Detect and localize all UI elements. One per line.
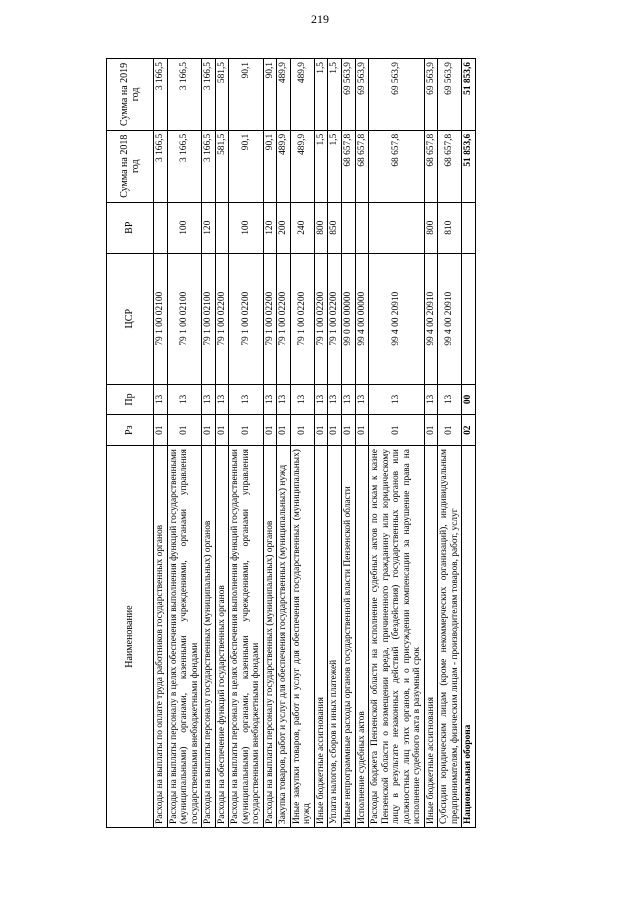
- table-row: [438, 59, 462, 828]
- cell-sum-2018: 1,5: [314, 130, 328, 202]
- cell-rz: 01: [229, 415, 264, 446]
- cell-rz: 01: [369, 415, 425, 446]
- cell-pr: 13: [314, 384, 328, 415]
- cell-rz: 01: [424, 415, 438, 446]
- cell-sum-2019: 1,5: [328, 59, 342, 131]
- cell-sum-2018: 3 166,5: [154, 130, 168, 202]
- cell-sum-2018: 68 657,8: [341, 130, 355, 202]
- cell-sum-2018: 90,1: [263, 130, 277, 202]
- cell-pr: 13: [438, 384, 462, 415]
- cell-vr: 100: [229, 202, 264, 253]
- table-header-row: [107, 59, 154, 828]
- cell-pr: 13: [263, 384, 277, 415]
- cell-pr: 13: [154, 384, 168, 415]
- cell-sum-2019: 3 166,5: [154, 59, 168, 131]
- page-number: 219: [311, 12, 329, 26]
- cell-vr: 850: [328, 202, 342, 253]
- cell-sum-2019: 489,9: [290, 59, 314, 131]
- cell-name: Расходы на выплаты персоналу государственных (муниципальных) органов: [202, 446, 216, 828]
- cell-vr: [154, 202, 168, 253]
- cell-sum-2019: 3 166,5: [202, 59, 216, 131]
- cell-sum-2018: 489,9: [277, 130, 291, 202]
- cell-sum-2018: 3 166,5: [167, 130, 202, 202]
- cell-name: Национальная оборона: [462, 446, 476, 828]
- cell-pr: 13: [341, 384, 355, 415]
- cell-sum-2019: 69 563,9: [341, 59, 355, 131]
- cell-csr: 79 1 00 02100: [202, 253, 216, 384]
- cell-csr: 99 4 00 20910: [369, 253, 425, 384]
- cell-pr: 13: [290, 384, 314, 415]
- cell-rz: 01: [328, 415, 342, 446]
- cell-vr: 120: [263, 202, 277, 253]
- table-row: [355, 59, 369, 828]
- cell-vr: [341, 202, 355, 253]
- rotated-table-area: [106, 58, 638, 828]
- cell-sum-2019: 581,5: [215, 59, 229, 131]
- cell-sum-2019: 90,1: [263, 59, 277, 131]
- cell-name: Иные непрограммные расходы органов государственной власти Пензенской области: [341, 446, 355, 828]
- budget-table: [106, 58, 476, 828]
- cell-sum-2018: 489,9: [290, 130, 314, 202]
- table-row: [277, 59, 291, 828]
- cell-csr: 79 1 00 02200: [277, 253, 291, 384]
- cell-name: Расходы на выплаты персоналу в целях обеспечения выполнения функций государственными (муниципальными) органами, казенными учреждениями, органами управления государственными внебюджетными фондами: [229, 446, 264, 828]
- cell-pr: 00: [462, 384, 476, 415]
- cell-pr: 13: [215, 384, 229, 415]
- cell-sum-2018: 51 853,6: [462, 130, 476, 202]
- cell-name: Расходы на выплаты персоналу в целях обеспечения выполнения функций государственными (муниципальными) органами, казенными учреждениями, органами управления государственными внебюджетными фондами: [167, 446, 202, 828]
- table-row: [314, 59, 328, 828]
- cell-vr: [355, 202, 369, 253]
- header-sum-2018: Сумма на 2018 год: [107, 130, 154, 202]
- cell-sum-2019: 90,1: [229, 59, 264, 131]
- table-row: [263, 59, 277, 828]
- cell-vr: 200: [277, 202, 291, 253]
- cell-sum-2018: 68 657,8: [355, 130, 369, 202]
- cell-sum-2019: 69 563,9: [438, 59, 462, 131]
- cell-sum-2019: 69 563,9: [424, 59, 438, 131]
- cell-pr: 13: [202, 384, 216, 415]
- cell-name: Расходы на выплаты по оплате труда работников государственных органов: [154, 446, 168, 828]
- cell-pr: 13: [229, 384, 264, 415]
- table-row: [462, 59, 476, 828]
- cell-rz: 01: [314, 415, 328, 446]
- cell-vr: 120: [202, 202, 216, 253]
- table-row: [154, 59, 168, 828]
- cell-sum-2018: 68 657,8: [438, 130, 462, 202]
- cell-name: Иные бюджетные ассигнования: [424, 446, 438, 828]
- cell-csr: 79 1 00 02200: [263, 253, 277, 384]
- cell-pr: 13: [355, 384, 369, 415]
- cell-rz: 01: [263, 415, 277, 446]
- cell-vr: 800: [314, 202, 328, 253]
- cell-name: Расходы на выплаты персоналу государственных (муниципальных) органов: [263, 446, 277, 828]
- table-row: [202, 59, 216, 828]
- cell-rz: 02: [462, 415, 476, 446]
- cell-sum-2019: 1,5: [314, 59, 328, 131]
- cell-rz: 01: [215, 415, 229, 446]
- header-name: Наименование: [107, 446, 154, 828]
- cell-name: Закупка товаров, работ и услуг для обеспечения государственных (муниципальных) нужд: [277, 446, 291, 828]
- cell-sum-2018: 68 657,8: [369, 130, 425, 202]
- cell-rz: 01: [277, 415, 291, 446]
- cell-rz: 01: [355, 415, 369, 446]
- cell-pr: 13: [369, 384, 425, 415]
- cell-name: Иные закупки товаров, работ и услуг для обеспечения государственных (муниципальных) нужд: [290, 446, 314, 828]
- cell-csr: 79 1 00 02200: [229, 253, 264, 384]
- cell-name: Иные бюджетные ассигнования: [314, 446, 328, 828]
- header-csr: ЦСР: [107, 253, 154, 384]
- cell-vr: 800: [424, 202, 438, 253]
- table-row: [369, 59, 425, 828]
- cell-csr: 99 0 00 00000: [341, 253, 355, 384]
- cell-rz: 01: [154, 415, 168, 446]
- table-row: [215, 59, 229, 828]
- table-row: [290, 59, 314, 828]
- cell-rz: 01: [167, 415, 202, 446]
- header-pr: Пр: [107, 384, 154, 415]
- cell-rz: 01: [290, 415, 314, 446]
- cell-rz: 01: [202, 415, 216, 446]
- cell-csr: 79 1 00 02200: [215, 253, 229, 384]
- cell-csr: 99 4 00 00000: [355, 253, 369, 384]
- table-row: [341, 59, 355, 828]
- cell-sum-2019: 69 563,9: [369, 59, 425, 131]
- cell-vr: [462, 202, 476, 253]
- cell-sum-2018: 1,5: [328, 130, 342, 202]
- cell-csr: 79 1 00 02200: [290, 253, 314, 384]
- cell-csr: 79 1 00 02100: [167, 253, 202, 384]
- header-sum-2019: Сумма на 2019 год: [107, 59, 154, 131]
- rotated-table-wrapper: [106, 58, 638, 828]
- table-row: [424, 59, 438, 828]
- cell-csr: 99 4 00 20910: [438, 253, 462, 384]
- cell-name: Расходы на обеспечение функций государственных органов: [215, 446, 229, 828]
- cell-csr: 99 4 00 20910: [424, 253, 438, 384]
- cell-pr: 13: [167, 384, 202, 415]
- cell-sum-2019: 3 166,5: [167, 59, 202, 131]
- table-row: [328, 59, 342, 828]
- cell-sum-2019: 69 563,9: [355, 59, 369, 131]
- cell-pr: 13: [277, 384, 291, 415]
- cell-vr: 240: [290, 202, 314, 253]
- cell-pr: 13: [424, 384, 438, 415]
- cell-name: Уплата налогов, сборов и иных платежей: [328, 446, 342, 828]
- cell-vr: [215, 202, 229, 253]
- cell-sum-2018: 90,1: [229, 130, 264, 202]
- cell-csr: 79 1 00 02200: [314, 253, 328, 384]
- cell-sum-2018: 3 166,5: [202, 130, 216, 202]
- cell-sum-2019: 51 853,6: [462, 59, 476, 131]
- cell-csr: [462, 253, 476, 384]
- cell-csr: 79 1 00 02200: [328, 253, 342, 384]
- cell-sum-2019: 489,9: [277, 59, 291, 131]
- cell-pr: 13: [328, 384, 342, 415]
- table-row: [229, 59, 264, 828]
- cell-rz: 01: [438, 415, 462, 446]
- cell-vr: [369, 202, 425, 253]
- cell-vr: 810: [438, 202, 462, 253]
- header-rz: Рз: [107, 415, 154, 446]
- table-body: [154, 59, 476, 828]
- cell-sum-2018: 68 657,8: [424, 130, 438, 202]
- cell-sum-2018: 581,5: [215, 130, 229, 202]
- cell-rz: 01: [341, 415, 355, 446]
- cell-name: Расходы бюджета Пензенской области на исполнение судебных актов по искам к казне Пензенской области о возмещении вреда, причиненного гражданину или юридическому лицу в результате незаконных действий (бездействия) государственных органов или должностных лиц этих органов, и о присуждении компенсации за нарушение права на исполнение судебного акта в разумный срок: [369, 446, 425, 828]
- table-row: [167, 59, 202, 828]
- header-vr: ВР: [107, 202, 154, 253]
- cell-vr: 100: [167, 202, 202, 253]
- cell-name: Субсидии юридическим лицам (кроме некоммерческих организаций), индивидуальным предпринимателям, физическим лицам - производителям товаров, работ, услуг: [438, 446, 462, 828]
- cell-csr: 79 1 00 02100: [154, 253, 168, 384]
- cell-name: Исполнение судебных актов: [355, 446, 369, 828]
